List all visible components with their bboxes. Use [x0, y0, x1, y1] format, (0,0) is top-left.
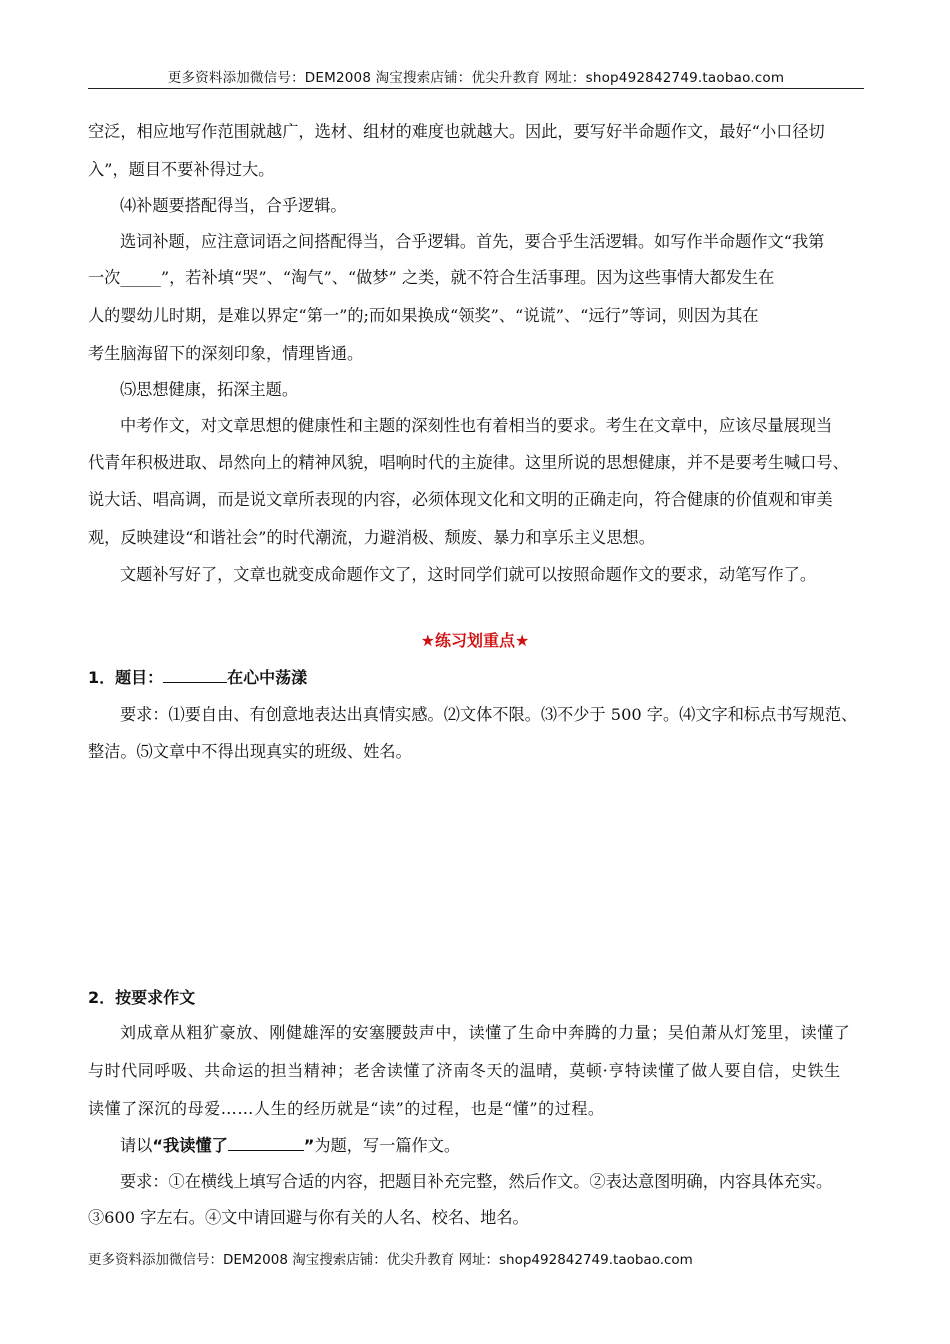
- page-footer: 更多资料添加微信号：DEM2008 淘宝搜索店铺：优尖升教育 网址：shop492842749.taobao.com: [88, 1252, 693, 1268]
- prompt-pre: 请以: [120, 1136, 153, 1155]
- paragraph-line: 说大话、唱高调，而是说文章所表现的内容，必须体现文化和文明的正确走向，符合健康的价值观和审美: [88, 490, 833, 509]
- prompt-line: [120, 1132, 460, 1156]
- page-header: 更多资料添加微信号：DEM2008 淘宝搜索店铺：优尖升教育 网址：shop492842749.taobao.com: [167, 70, 785, 86]
- paragraph-line: 中考作文，对文章思想的健康性和主题的深刻性也有着相当的要求。考生在文章中，应该尽量展现当: [120, 416, 833, 435]
- requirements-line: ③600 字左右。④文中请回避与你有关的人名、校名、地名。: [88, 1208, 529, 1227]
- section-title: ★练习划重点★: [420, 631, 530, 650]
- question-1-title: 在心中荡漾: [227, 668, 308, 687]
- requirements-line: 要求：⑴要自由、有创意地表达出真情实感。⑵文体不限。⑶不少于 500 字。⑷文字和标点书写规范、: [120, 705, 858, 724]
- question-1-label: 1．题目：: [88, 668, 164, 687]
- subheading: ⑸思想健康，拓深主题。: [120, 380, 299, 399]
- paragraph-line: 观，反映建设“和谐社会”的时代潮流，力避消极、颓废、暴力和享乐主义思想。: [88, 528, 655, 547]
- title-blank: [163, 667, 227, 683]
- requirements-line: 要求：①在横线上填写合适的内容，把题目补充完整，然后作文。②表达意图明确，内容具体充实。: [120, 1172, 833, 1191]
- paragraph-line: 与时代同呼吸、共命运的担当精神；老舍读懂了济南冬天的温晴，莫顿·亨特读懂了做人要自信，史铁生: [88, 1061, 841, 1080]
- subheading: ⑷补题要搭配得当，合乎逻辑。: [120, 196, 347, 215]
- paragraph-line: 入”，题目不要补得过大。: [88, 160, 275, 179]
- paragraph-line: 人的婴幼儿时期，是难以界定“第一”的;而如果换成“领奖”、“说谎”、“远行”等词，则因为其在: [88, 306, 759, 325]
- question-2-heading: 2．按要求作文: [88, 988, 196, 1007]
- prompt-post: 为题，写一篇作文。: [314, 1136, 461, 1155]
- paragraph-line: 代青年积极进取、昂然向上的精神风貌，唱响时代的主旋律。这里所说的思想健康，并不是要考生喊口号、: [88, 453, 849, 472]
- header-divider: [88, 88, 864, 89]
- prompt-title-open: “我读懂了: [152, 1136, 228, 1155]
- prompt-title-close: ”: [303, 1136, 315, 1155]
- paragraph-line: 选词补题，应注意词语之间搭配得当，合乎逻辑。首先，要合乎生活逻辑。如写作半命题作文“我第: [120, 232, 825, 251]
- title-blank: [228, 1135, 304, 1151]
- paragraph-line: 读懂了深沉的母爱……人生的经历就是“读”的过程，也是“懂”的过程。: [88, 1099, 605, 1118]
- question-1-heading: [88, 665, 307, 688]
- paragraph-line: 一次_____”，若补填“哭”、“淘气”、“做梦” 之类，就不符合生活事理。因为这些事情大都发生在: [88, 268, 775, 287]
- paragraph-line: 刘成章从粗犷豪放、刚健雄浑的安塞腰鼓声中，读懂了生命中奔腾的力量；吴伯萧从灯笼里，读懂了: [120, 1023, 851, 1042]
- paragraph-line: 考生脑海留下的深刻印象，情理皆通。: [88, 344, 364, 363]
- paragraph-line: 文题补写好了，文章也就变成命题作文了，这时同学们就可以按照命题作文的要求，动笔写作了。: [120, 565, 817, 584]
- requirements-line: 整洁。⑸文章中不得出现真实的班级、姓名。: [88, 742, 412, 761]
- paragraph-line: 空泛，相应地写作范围就越广，选材、组材的难度也就越大。因此，要写好半命题作文，最好“小口径切: [88, 122, 825, 141]
